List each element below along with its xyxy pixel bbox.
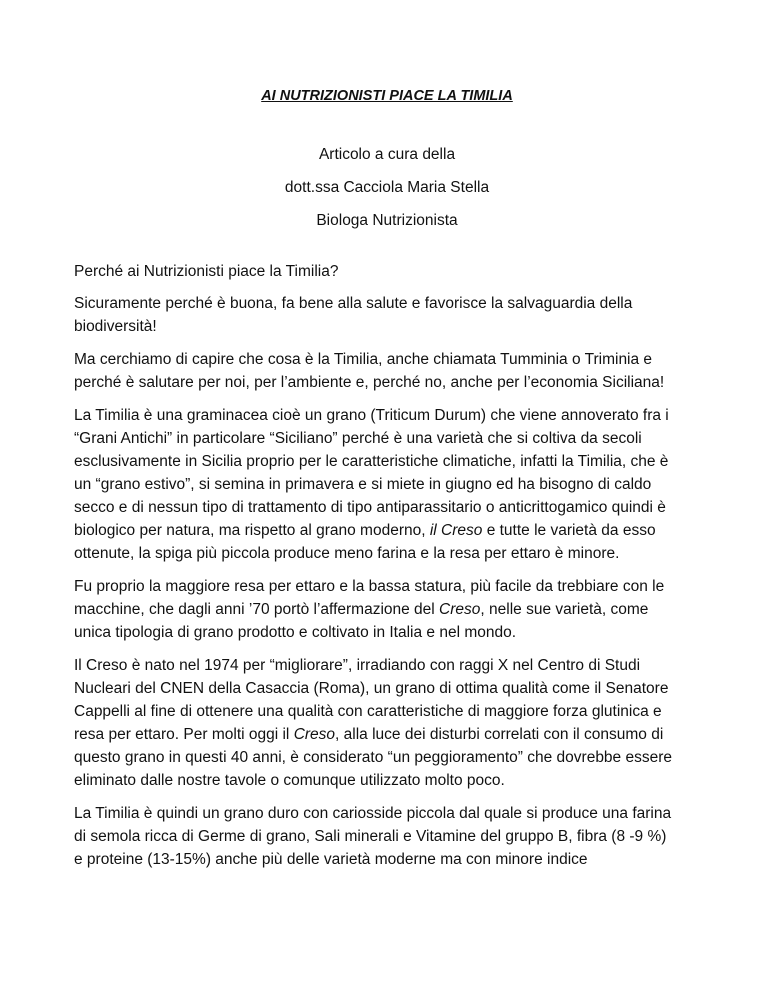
- italic-text: Creso: [293, 726, 336, 743]
- article-title: AI NUTRIZIONISTI PIACE LA TIMILIA: [261, 88, 513, 104]
- paragraph-history: [74, 575, 674, 644]
- italic-text: Creso: [439, 601, 481, 618]
- paragraph-answer: Sicuramente perché è buona, fa bene alla salute e favorisce la salvaguardia della biodiversità!: [74, 295, 633, 335]
- byline-author: dott.ssa Cacciola Maria Stella: [284, 179, 490, 196]
- text-segment: e tutte le varietà da esso ottenute, la spiga più piccola produce meno farina e la resa per ettaro è minore.: [74, 522, 656, 562]
- paragraph-question: Perché ai Nutrizionisti piace la Timilia?: [74, 263, 339, 280]
- byline-role: Biologa Nutrizionista: [316, 212, 458, 229]
- text-segment: La Timilia è una graminacea cioè un grano (Triticum Durum) che viene annoverato fra i “Grani Antichi” in particolare “Siciliano” perché è una varietà che si coltiva da secoli esclusivamente in Sicilia proprio per le caratteristiche climatiche, infatti la Timilia, che è un “grano estivo”, si semina in primavera e si miete in giugno ed ha bisogno di caldo secco e di nessun tipo di trattamento di tipo antiparassitario o anticrittogamico quindi è biologico per natura, ma rispetto al grano moderno,: [74, 407, 669, 539]
- text-segment: , nelle sue varietà, come unica tipologia di grano prodotto e coltivato in Italia e nel mondo.: [74, 601, 649, 641]
- paragraph-nutrition: La Timilia è quindi un grano duro con cariosside piccola dal quale si produce una farina di semola ricca di Germe di grano, Sali minerali e Vitamine del gruppo B, fibra (8 -9 %) e proteine (13-15%) anche più delle varietà moderne ma con minore indice: [74, 805, 672, 868]
- paragraph-intro: Ma cerchiamo di capire che cosa è la Timilia, anche chiamata Tumminia o Triminia e perché è salutare per noi, per l’ambiente e, perché no, anche per l’economia Siciliana!: [74, 351, 665, 391]
- paragraph-description: [74, 404, 674, 565]
- paragraph-creso: [74, 654, 674, 792]
- italic-text: il Creso: [429, 522, 483, 539]
- text-segment: , alla luce dei disturbi correlati con il consumo di questo grano in questi 40 anni, è considerato “un peggioramento” che dovrebbe essere eliminato dalle nostre tavole o comunque utilizzato molto poco.: [74, 726, 673, 789]
- article-body: [74, 260, 674, 881]
- text-segment: Fu proprio la maggiore resa per ettaro e la bassa statura, più facile da trebbiare con le macchine, che dagli anni ’70 portò l’affermazione del: [74, 578, 665, 618]
- text-segment: Il Creso è nato nel 1974 per “migliorare”, irradiando con raggi X nel Centro di Studi Nucleari del CNEN della Casaccia (Roma), un grano di ottima qualità come il Senatore Cappelli al fine di ottenere una qualità con caratteristiche di maggiore forza glutinica e resa per ettaro. Per molti oggi il: [74, 657, 669, 743]
- byline-intro: Articolo a cura della: [318, 146, 456, 163]
